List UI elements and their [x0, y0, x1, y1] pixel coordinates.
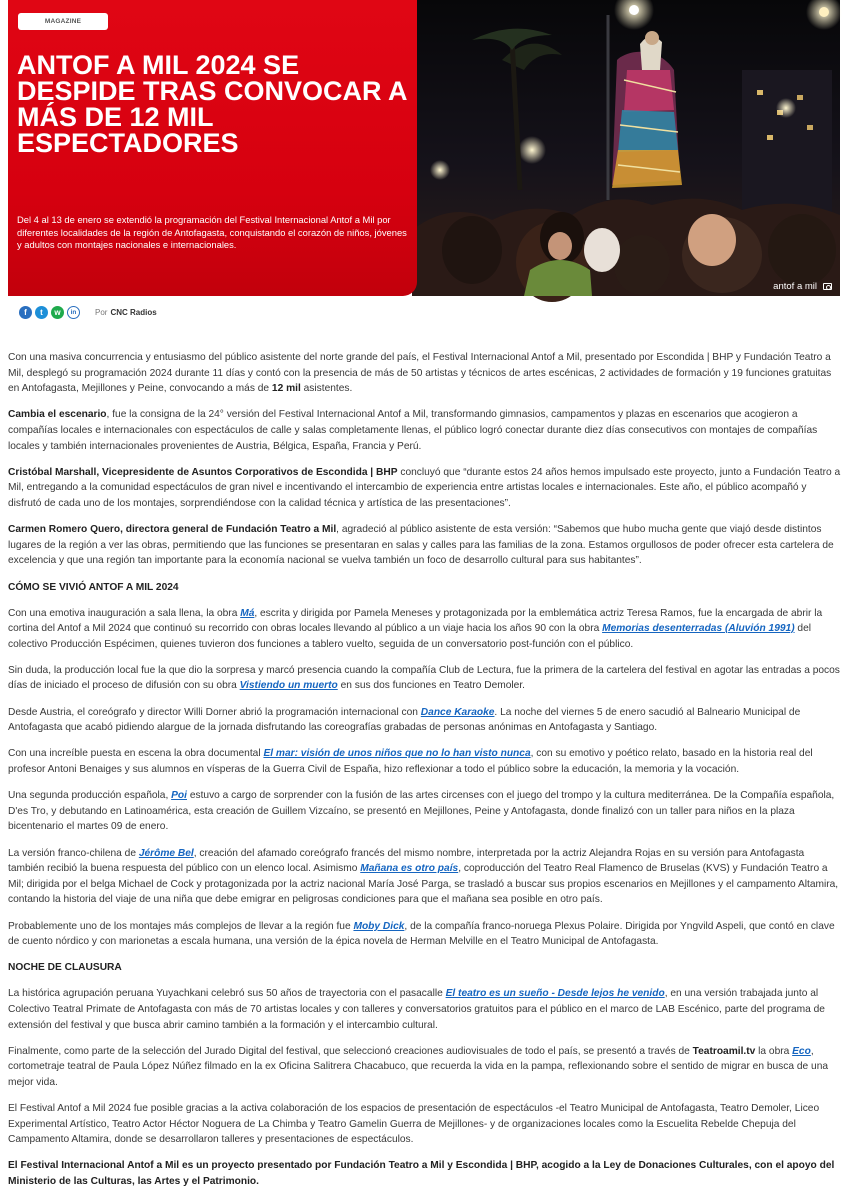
- photo-credit: [773, 281, 832, 292]
- article-body: [8, 350, 842, 1200]
- paragraph: Finalmente, como parte de la selección del Jurado Digital del festival, que seleccionó creaciones audiovisuales de todo el país, se presentó a través de Teatroamil.tv la obra Eco, cortometraje teatral de Paula López Núñez filmado en la ex Oficina Salitrera Chacabuco, que recuerda la vida en la pampa, reflexionando sobre el sentido de migrar en busca de una mejor vida.: [8, 1045, 829, 1088]
- section-heading: CÓMO SE VIVIÓ ANTOF A MIL 2024: [8, 581, 179, 593]
- paragraph: La versión franco-chilena de Jérôme Bel, creación del afamado coreógrafo francés del mismo nombre, interpretada por la actriz Alejandra Rojas en su versión para Antofagasta también recibió la buena respuesta del público con un elenco local. Asimismo Mañana es otro país, coproducción del Teatro Real Flamenco de Bruselas (KVS) y Fundación Teatro a Mil; dirigida por el belga Michael de Cock y protagonizada por la actriz nacional María José Parga, se trasladó a buscar sus propios escenarios en Mejillones y el campamento Altamira, contando la historia del viaje de una niña que debe emigrar en peligrosas condiciones para que el mañana sea posible en otro país.: [8, 847, 839, 906]
- paragraph: Cristóbal Marshall, Vicepresidente de Asuntos Corporativos de Escondida | BHP concluyó que “durante estos 24 años hemos impulsado este proyecto, junto a Fundación Teatro a Mil, entregando a la comunidad espectáculos de gran nivel e incentivando el intercambio de experiencia entre artistas locales e internacionales. Este año, el público acompañó y disfrutó de cada uno de los montajes, sorprendiéndose con la calidad técnica y artística de las presentaciones”.: [8, 466, 841, 509]
- hero-photo: [412, 0, 840, 296]
- paragraph: La histórica agrupación peruana Yuyachkani celebró sus 50 años de trayectoria con el pasacalle El teatro es un sueño - Desde lejos he venido, en una versión trabajada junto al Colectivo Teatral Primate de Antofagasta con más de 70 artistas locales y con talleres y conversatorios gratuitos para el público en el marco de LAB Escénico, parte del programa de extensión del festival y que busca abrir camino también a la formación y el intercambio cultural.: [8, 988, 825, 1031]
- link-memorias-desenterradas[interactable]: Memorias desenterradas (Aluvión 1991): [602, 623, 795, 635]
- link-manana-es-otro-pais[interactable]: Mañana es otro país: [360, 863, 459, 875]
- closing-paragraph: El Festival Internacional Antof a Mil es un proyecto presentado por Fundación Teatro a Mil y Escondida | BHP, acogido a la Ley de Donaciones Culturales, con el apoyo del Ministerio de las Culturas, las Artes y el Patrimonio.: [8, 1160, 835, 1188]
- paragraph: El Festival Antof a Mil 2024 fue posible gracias a la activa colaboración de los espacios de presentación de espectáculos -el Teatro Municipal de Antofagasta, Teatro Demoler, Liceo Experimental Artístico, Teatro Actor Héctor Noguera de La Chimba y Teatro Gamelin Guerra de Mejillones- y de organizaciones locales como la Escuelita Rebelde Chepuja del Campamento Altamira, donde se desarrollaron talleres y presentaciones de espectáculos.: [8, 1103, 820, 1146]
- paragraph: Desde Austria, el coreógrafo y director Willi Dorner abrió la programación internacional con Dance Karaoke. La noche del viernes 5 de enero sacudió al Balneario Municipal de Antofagasta que acabó pidiendo alargue de la jornada disfrutando las coreografías grabadas de personas anónimas en Antofagasta y Santiago.: [8, 706, 801, 734]
- paragraph: Cambia el escenario, fue la consigna de la 24° versión del Festival Internacional Antof a Mil, transformando gimnasios, campamentos y plazas en escenarios que acogieron a compañías locales e internacionales con espectáculos de calle y salas completamente llenas, el público logró conectar durante diez días consecutivos con montajes de compañías locales y también internacionales provenientes de Austria, Bélgica, España, Francia y Perú.: [8, 409, 818, 452]
- paragraph: Con una increíble puesta en escena la obra documental El mar: visión de unos niños que no lo han visto nunca, con su emotivo y poético relato, basado en la historia real del profesor Antoni Benaiges y sus alumnos en vísperas de la Guerra Civil de España, hizo reflexionar a todo el público sobre la educación, la memoria y la vocación.: [8, 748, 813, 776]
- link-el-mar[interactable]: El mar: visión de unos niños que no lo han visto nunca: [263, 748, 531, 760]
- hero-banner: [8, 0, 840, 296]
- paragraph: Con una masiva concurrencia y entusiasmo del público asistente del norte grande del país, el Festival Internacional Antof a Mil, presentado por Escondida | BHP y Fundación Teatro a Mil, desplegó su programación 2024 durante 11 días y contó con la presencia de más de 50 artistas y técnicos de artes escénicas, 2 actividades de formación y 19 funciones gratuitas en Antofagasta, Mejillones y Peine, convocando a más de 12 mil asistentes.: [8, 352, 832, 395]
- link-dance-karaoke[interactable]: Dance Karaoke: [420, 706, 495, 718]
- hero-text-panel: [8, 0, 417, 296]
- paragraph: Probablemente uno de los montajes más complejos de llevar a la región fue Moby Dick, de la compañía franco-noruega Plexus Polaire. Dirigida por Yngvild Aspeli, que contó en clave de cuento nórdico y con marionetas a escala humana, una versión de la épica novela de Herman Melville en el Teatro Municipal de Antofagasta.: [8, 920, 835, 948]
- link-moby-dick[interactable]: Moby Dick: [353, 920, 405, 932]
- category-tag[interactable]: MAGAZINE: [18, 13, 108, 30]
- byline-label: Por: [95, 308, 108, 317]
- paragraph: Una segunda producción española, Poi estuvo a cargo de sorprender con la fusión de las artes circenses con el juego del trompo y la cultura mediterránea. De la Compañía española, D'es Tro, y debutando en Latinoamérica, esta creación de Guillem Vizcaíno, se presentó en Mejillones, Peine y Antofagasta, donde finalizó con un taller para niños en la plaza bicentenario el martes 09 de enero.: [8, 790, 835, 833]
- link-jerome-bel[interactable]: Jérôme Bel: [138, 847, 194, 859]
- link-vistiendo-un-muerto[interactable]: Vistiendo un muerto: [239, 680, 338, 692]
- camera-icon[interactable]: [823, 283, 832, 290]
- night-festival-illustration: [412, 0, 840, 296]
- hero-subtitle: Del 4 al 13 de enero se extendió la programación del Festival Internacional Antof a Mil por diferentes localidades de la región de Antofagasta, conquistando el corazón de niños, jóvenes y adultos con montajes nacionales e internacionales.: [17, 214, 407, 250]
- facebook-icon[interactable]: f: [19, 306, 32, 319]
- link-ma[interactable]: Má: [240, 607, 255, 619]
- share-bar: [19, 306, 157, 319]
- twitter-icon[interactable]: t: [35, 306, 48, 319]
- paragraph: Con una emotiva inauguración a sala llena, la obra Má, escrita y dirigida por Pamela Meneses y protagonizada por la emblemática actriz Teresa Ramos, fue la encargada de abrir la cortina del Antof a Mil 2024 que continuó su recorrido con obras locales llevando al público a un viaje hacia los años 90 con la obra Memorias desenterradas (Aluvión 1991) del colectivo Producción Espécimen, quienes tuvieron dos funciones a tablero vuelto, seguida de un conversatorio post-función con el público.: [8, 607, 823, 650]
- link-poi[interactable]: Poi: [171, 790, 187, 802]
- author-name[interactable]: CNC Radios: [110, 308, 157, 317]
- linkedin-icon[interactable]: in: [67, 306, 80, 319]
- link-el-teatro-es-un-sueno[interactable]: El teatro es un sueño - Desde lejos he venido: [445, 988, 665, 1000]
- author-byline: [95, 308, 157, 317]
- paragraph: Sin duda, la producción local fue la que dio la sorpresa y marcó presencia cuando la compañía Club de Lectura, fue la primera de la cartelera del festival en agotar las entradas a pocos días de iniciado el proceso de difusión con su obra Vistiendo un muerto en sus dos funciones en Teatro Demoler.: [8, 664, 840, 692]
- page-title: ANTOF A MIL 2024 SE DESPIDE TRAS CONVOCAR A MÁS DE 12 MIL ESPECTADORES: [17, 50, 407, 158]
- whatsapp-icon[interactable]: w: [51, 306, 64, 319]
- paragraph: Carmen Romero Quero, directora general de Fundación Teatro a Mil, agradeció al público asistente de esta versión: “Sabemos que hubo mucha gente que viajó desde distintos lugares de la región a ver las obras, permitiendo que las funciones se presentaran en salas y calles para las familias de la zona. Estamos orgullosos de poder ofrecer esta cartelera de excelencia y que una región tan importante para la economía nacional se vuelva también un foco de desarrollo cultural para sus habitantes”.: [8, 524, 834, 567]
- link-eco[interactable]: Eco: [792, 1045, 811, 1057]
- section-heading: NOCHE DE CLAUSURA: [8, 962, 122, 974]
- photo-credit-text: antof a mil: [773, 281, 817, 292]
